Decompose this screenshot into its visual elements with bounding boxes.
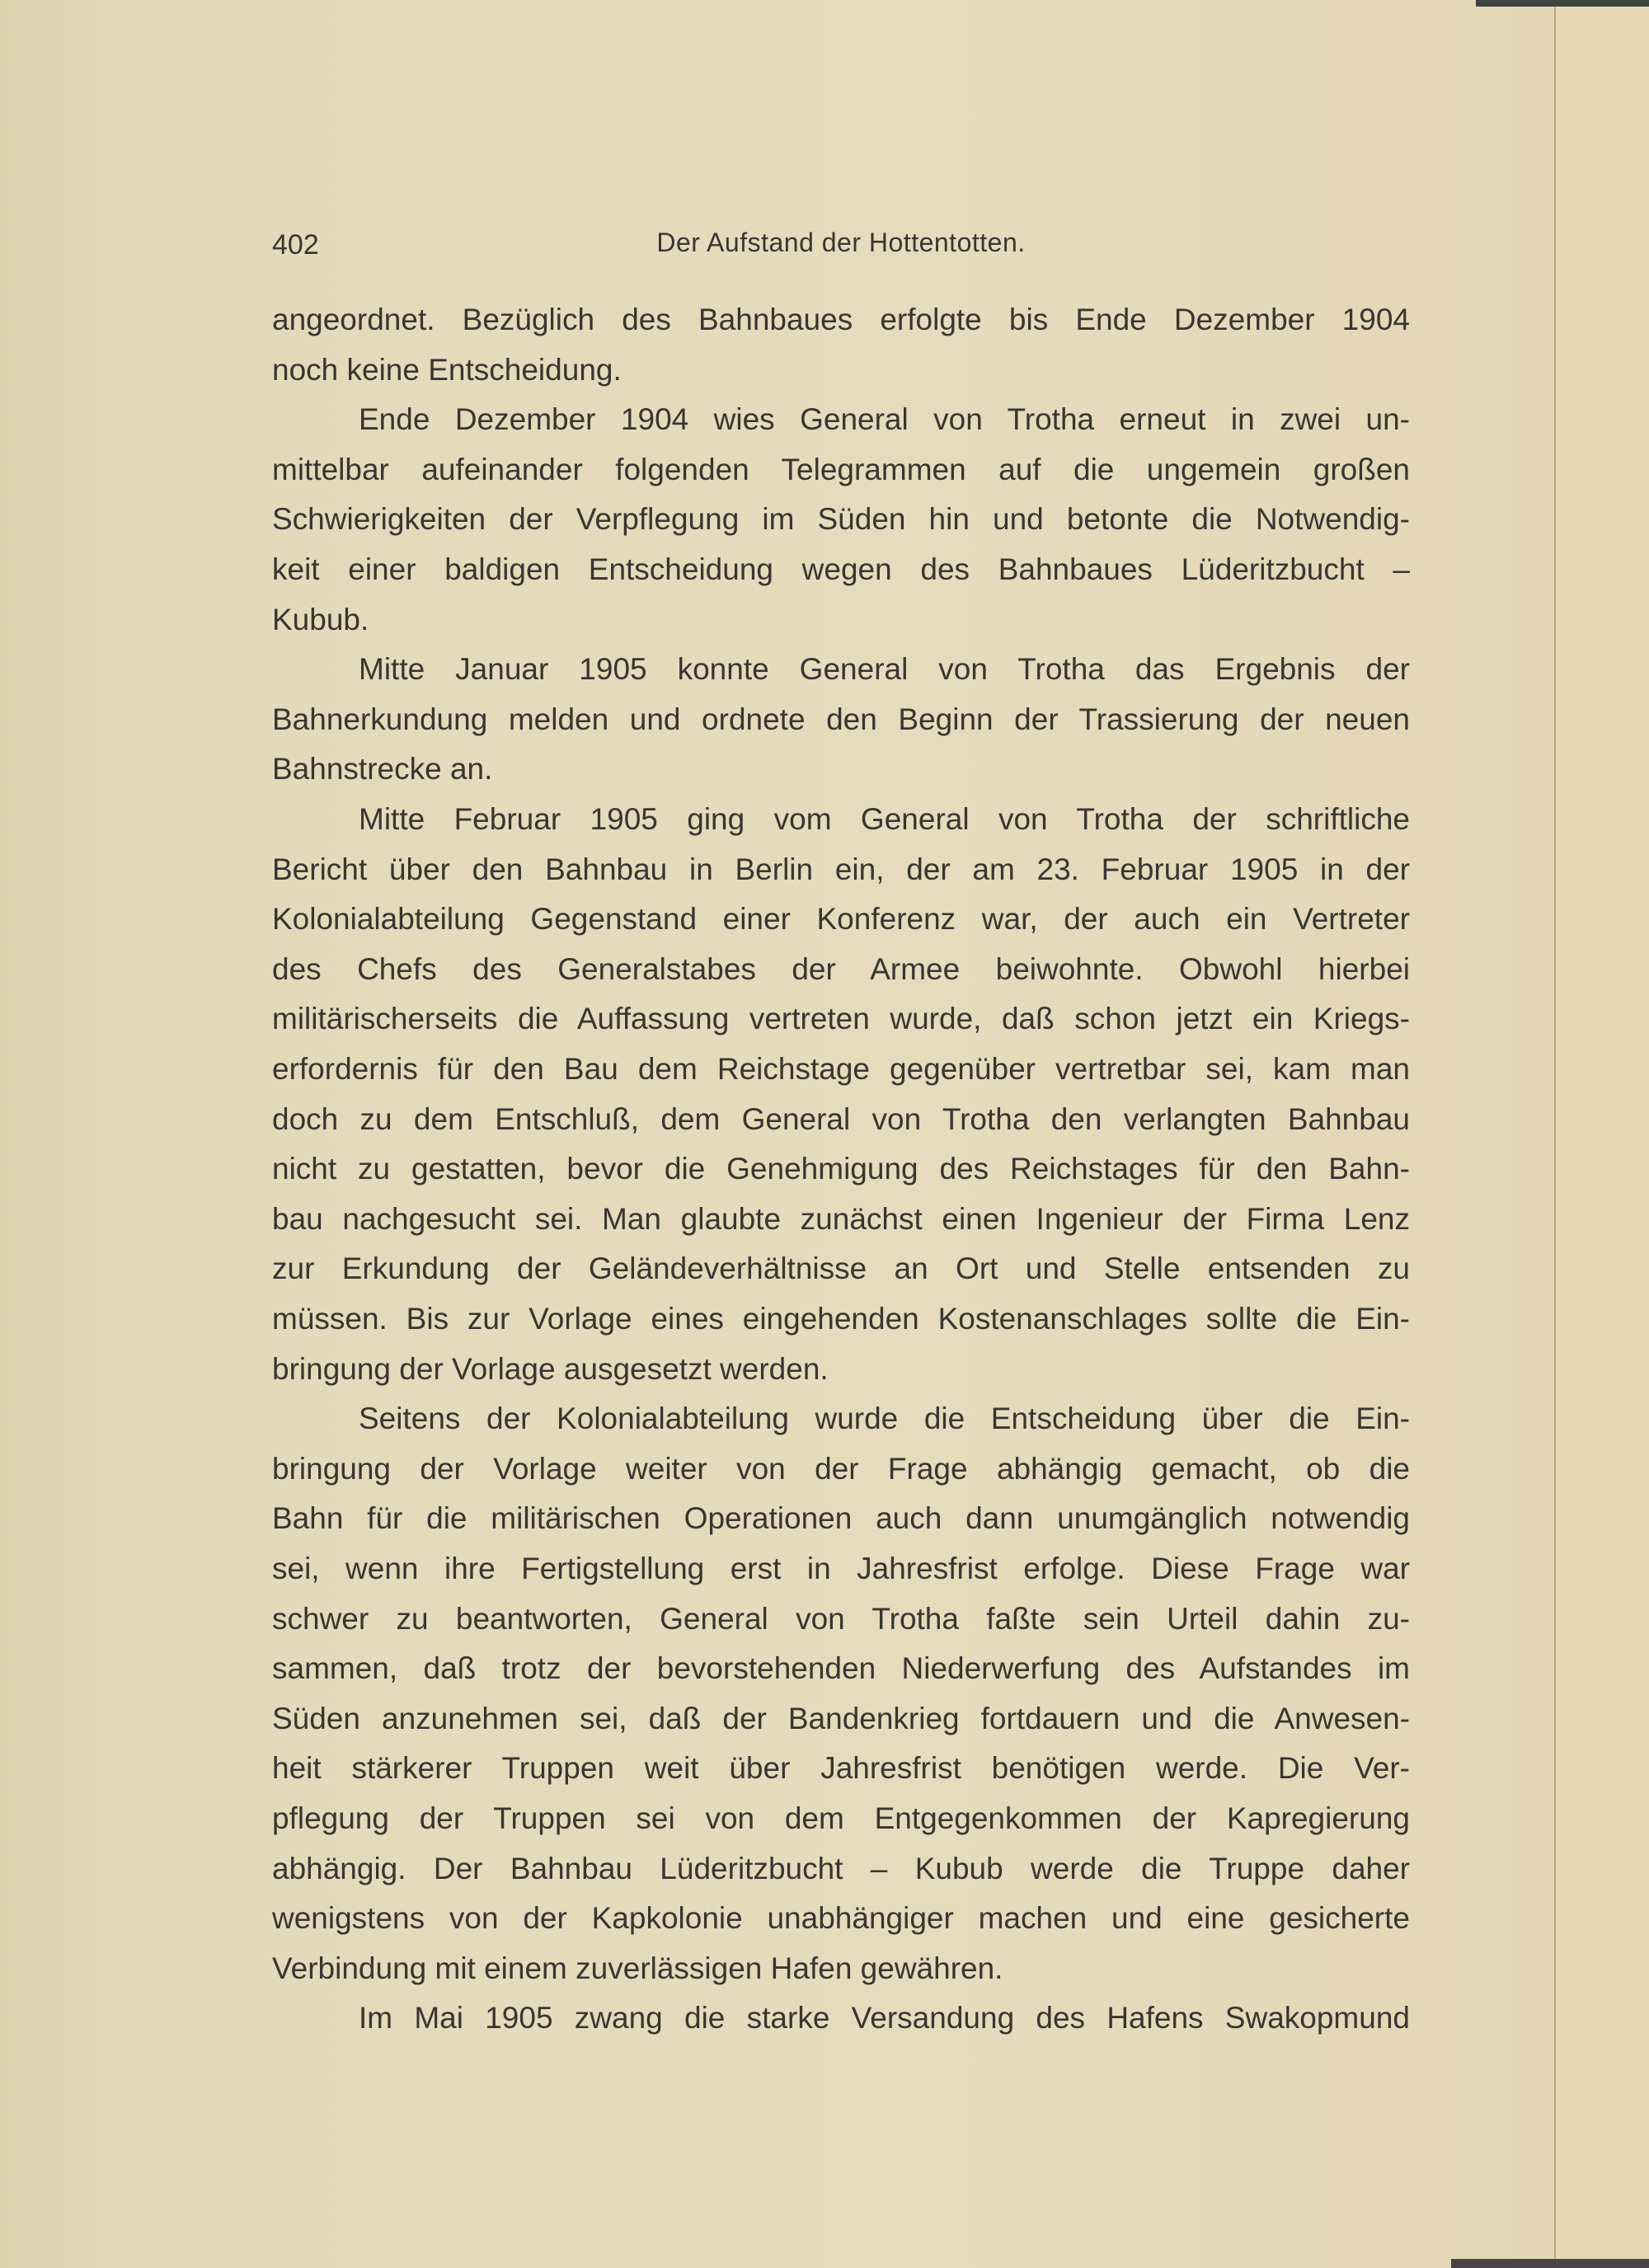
text-line: Süden anzunehmen sei, daß der Bandenkrieg fortdauern und die Anwesen- xyxy=(272,1701,1410,1735)
text-line: Im Mai 1905 zwang die starke Versandung des Hafens Swakopmund xyxy=(359,2001,1410,2036)
text-line: Bahnstrecke an. xyxy=(272,752,493,787)
text-line: erfordernis für den Bau dem Reichstage gegenüber vertretbar sei, kam man xyxy=(272,1052,1410,1086)
text-line: Seitens der Kolonialabteilung wurde die Entscheidung über die Ein- xyxy=(359,1402,1410,1436)
text-line: Kubub. xyxy=(272,602,369,636)
text-line: bringung der Vorlage weiter von der Frage abhängig gemacht, ob die xyxy=(272,1451,1410,1486)
text-line: des Chefs des Generalstabes der Armee beiwohnte. Obwohl hierbei xyxy=(272,951,1410,986)
text-line: abhängig. Der Bahnbau Lüderitzbucht – Kubub werde die Truppe daher xyxy=(272,1851,1410,1885)
adjacent-page-edge xyxy=(1554,0,1649,2268)
text-line: wenigstens von der Kapkolonie unabhängiger machen und eine gesicherte xyxy=(272,1901,1410,1936)
text-line: Schwierigkeiten der Verpflegung im Süden hin und betonte die Notwendig- xyxy=(272,502,1410,537)
text-line: doch zu dem Entschluß, dem General von Trotha den verlangten Bahnbau xyxy=(272,1101,1410,1136)
text-line: zur Erkundung der Geländeverhältnisse an Ort und Stelle entsenden zu xyxy=(272,1251,1410,1286)
text-line: sammen, daß trotz der bevorstehenden Niederwerfung des Aufstandes im xyxy=(272,1651,1410,1686)
text-line: sei, wenn ihre Fertigstellung erst in Jahresfrist erfolge. Diese Frage war xyxy=(272,1552,1410,1585)
text-line: müssen. Bis zur Vorlage eines eingehenden Kostenanschlages sollte die Ein- xyxy=(272,1302,1410,1336)
text-line: noch keine Entscheidung. xyxy=(272,352,622,387)
text-line: angeordnet. Bezüglich des Bahnbaues erfolgte bis Ende Dezember 1904 xyxy=(272,303,1410,336)
text-line: Bericht über den Bahnbau in Berlin ein, der am 23. Februar 1905 in der xyxy=(272,852,1410,886)
running-title: Der Aufstand der Hottentotten. xyxy=(656,228,1026,257)
text-line: Mitte Januar 1905 konnte General von Trotha das Ergebnis der xyxy=(359,652,1410,687)
book-cover-edge-top xyxy=(1476,0,1649,7)
text-line: militärischerseits die Auffassung vertreten wurde, daß schon jetzt ein Kriegs- xyxy=(272,1002,1410,1036)
text-line: Verbindung mit einem zuverlässigen Hafen gewähren. xyxy=(272,1951,1003,1985)
text-line: Mitte Februar 1905 ging vom General von Trotha der schriftliche xyxy=(359,802,1410,836)
text-line: mittelbar aufeinander folgenden Telegrammen auf die ungemein großen xyxy=(272,452,1410,486)
text-line: nicht zu gestatten, bevor die Genehmigung des Reichstages für den Bahn- xyxy=(272,1152,1410,1186)
text-line: schwer zu beantworten, General von Trotha faßte sein Urteil dahin zu- xyxy=(272,1601,1410,1636)
text-line: heit stärkerer Truppen weit über Jahresfrist benötigen werde. Die Ver- xyxy=(272,1751,1410,1786)
text-line: pflegung der Truppen sei von dem Entgegenkommen der Kapregierung xyxy=(272,1801,1410,1835)
text-line: keit einer baldigen Entscheidung wegen des Bahnbaues Lüderitzbucht – xyxy=(272,552,1410,586)
page-number: 402 xyxy=(272,229,319,261)
text-line: Bahnerkundung melden und ordnete den Beginn der Trassierung der neuen xyxy=(272,702,1410,736)
text-line: Bahn für die militärischen Operationen auch dann unumgänglich notwendig xyxy=(272,1501,1410,1536)
text-line: Kolonialabteilung Gegenstand einer Konferenz war, der auch ein Vertreter xyxy=(272,902,1410,937)
text-line: bringung der Vorlage ausgesetzt werden. xyxy=(272,1351,829,1386)
text-line: bau nachgesucht sei. Man glaubte zunächst einen Ingenieur der Firma Lenz xyxy=(272,1201,1410,1236)
text-line: Ende Dezember 1904 wies General von Trotha erneut in zwei un- xyxy=(359,402,1410,437)
book-cover-edge-bottom xyxy=(1451,2259,1649,2268)
